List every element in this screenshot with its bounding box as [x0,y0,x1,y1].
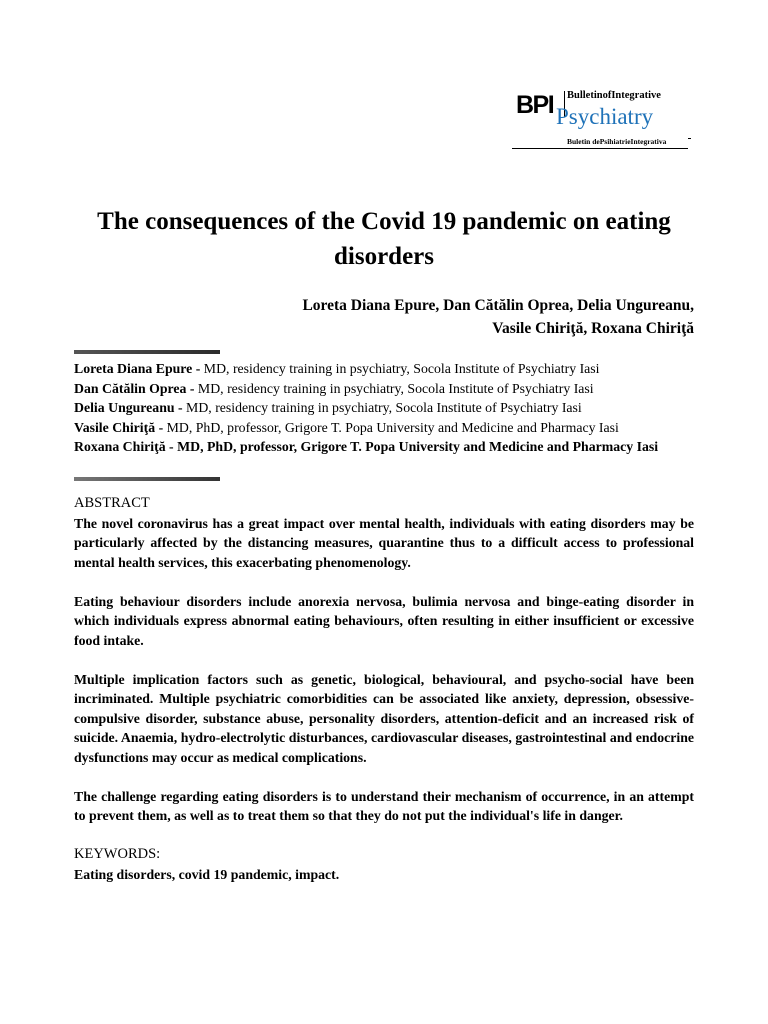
affiliation-name: Dan Cătălin Oprea - [74,380,195,396]
abstract-paragraph: Eating behaviour disorders include anorexia nervosa, bulimia nervosa and binge-eating disorder in which individuals express abnormal eating behaviours, often resulting in either insufficient or excessive food intake. [74,593,694,648]
affiliation-name: Roxana Chiriţă - MD, PhD, professor, Grigore T. Popa University and Medicine and Pharmacy Iasi [74,439,659,454]
affiliation-item [74,437,694,457]
affiliation-item [74,418,694,438]
affiliation-name: Loreta Diana Epure - [74,361,201,376]
abstract-paragraph: The novel coronavirus has a great impact over mental health, individuals with eating disorders may be particularly affected by the distancing measures, quarantine thus to a difficult access to professional mental health services, this exacerbating phenomenology. [74,515,694,570]
affiliation-item [74,398,694,418]
keywords-heading: KEYWORDS: [74,846,161,862]
journal-top-line: BulletinofIntegrative [567,90,661,101]
article-title: The consequences of the Covid 19 pandemic on eating disorders [97,208,671,270]
keywords-text: Eating disorders, covid 19 pandemic, impact. [74,866,340,882]
logo-underline [512,148,688,149]
affiliations [74,359,694,457]
affiliation-detail: MD, residency training in psychiatry, Socola Institute of Psychiatry Iasi [200,361,600,376]
abstract-section [74,494,694,884]
affiliation-name: Vasile Chiriţă - [74,419,164,435]
author-line-1: Loreta Diana Epure, Dan Cătălin Oprea, Delia Ungureanu, [302,297,694,314]
affiliation-item [74,379,694,399]
abstract-heading: ABSTRACT [74,495,150,511]
affiliation-detail: MD, residency training in psychiatry, Socola Institute of Psychiatry Iasi [194,380,594,396]
journal-logo-mark: BPI [516,91,554,119]
abstract-paragraph: The challenge regarding eating disorders is to understand their mechanism of occurrence, in an attempt to prevent them, as well as to treat them so that they do not put the individual's life in danger. [74,788,694,823]
affiliations-top-rule [74,350,220,354]
affiliations-bottom-rule [74,477,220,481]
journal-logo [512,86,702,152]
journal-sub-line: Buletin dePsihiatrieIntegrativa [567,137,667,146]
affiliation-name: Delia Ungureanu - [74,400,183,415]
affiliation-detail: MD, residency training in psychiatry, Socola Institute of Psychiatry Iasi [182,400,582,415]
affiliation-detail: MD, PhD, professor, Grigore T. Popa University and Medicine and Pharmacy Iasi [163,419,619,435]
author-list [74,294,694,340]
author-line-2: Vasile Chiriţă, Roxana Chiriţă [492,320,694,337]
affiliation-item [74,359,694,379]
journal-name: Psychiatry [556,104,654,129]
abstract-paragraph: Multiple implication factors such as genetic, biological, behavioural, and psycho-social have been incriminated. Multiple psychiatric comorbidities can be associated like anxiety, depression, obsessive-compulsive disorder, substance abuse, personality disorders, attention-deficit and an increased risk of suicide. Anaemia, hydro-electrolytic disturbances, cardiovascular diseases, gastrointestinal and endocrine dysfunctions may occur as medical complications. [74,671,694,765]
logo-dash [688,138,691,139]
